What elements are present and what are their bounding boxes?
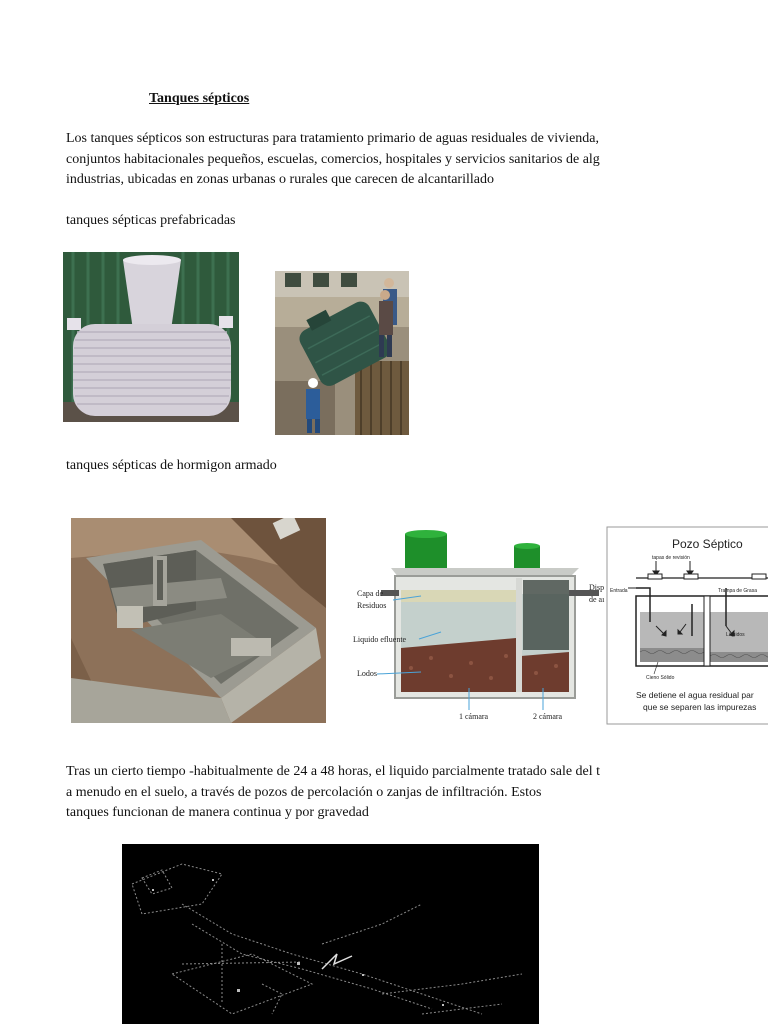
concrete-tank-photo: [71, 518, 326, 723]
after-line: Tras un cierto tiempo -habitualmente de 24 a 48 horas, el liquido parcialmente tratado sale del t: [66, 764, 601, 779]
after-paragraph: [66, 762, 600, 824]
entrada-label: Entrada: [610, 588, 628, 594]
dispersion-label-2: de aı: [589, 595, 605, 604]
prefab-label: tanques sépticas prefabricadas: [66, 213, 236, 228]
tapas-label: tapas de revisión: [652, 555, 690, 561]
scum-label-2: Residuos: [357, 601, 387, 610]
infiltration-sketch-image: [122, 844, 539, 1024]
sludge-label: Lodos: [357, 669, 377, 678]
intro-line: conjuntos habitacionales pequeños, escuelas, comercios, hospitales y servicios sanitarios de alg: [66, 151, 600, 167]
intro-line: Los tanques sépticos son estructuras para tratamiento primario de aguas residuales de vivienda,: [66, 131, 599, 146]
concrete-label: tanques sépticas de hormigon armado: [66, 458, 277, 473]
effluent-label: Liquido efluente: [353, 635, 407, 644]
lodo-label: Cieno Sólido: [646, 675, 675, 681]
dispersion-label: Disp: [589, 583, 605, 592]
pozo-title: Pozo Séptico: [672, 537, 743, 551]
chamber1-label: 1 cámara: [459, 712, 489, 721]
pozo-caption-line1: Se detiene el agua residual par: [636, 690, 754, 700]
chamber2-label: 2 cámara: [533, 712, 563, 721]
after-line: a menudo en el suelo, a través de pozos de percolación o zanjas de infiltración. Estos: [66, 784, 542, 800]
two-chamber-diagram: [351, 528, 605, 723]
intro-line: industrias, ubicadas en zonas urbanas o rurales que carecen de alcantarillado: [66, 172, 494, 187]
page-title: Tanques sépticos: [149, 91, 250, 106]
pozo-caption-line2: que se separen las impurezas: [643, 702, 757, 712]
trampa-label: Trampa de Grasa: [718, 588, 757, 594]
intro-paragraph: [66, 129, 600, 191]
liquidos-label: Liquidos: [726, 632, 745, 638]
scum-label: Capa de: [357, 589, 383, 598]
pozo-septico-diagram: [606, 526, 768, 726]
tank-installation-photo: [275, 271, 409, 435]
after-line: tanques funcionan de manera continua y por gravedad: [66, 805, 369, 820]
prefab-tank-photo: [63, 252, 239, 422]
